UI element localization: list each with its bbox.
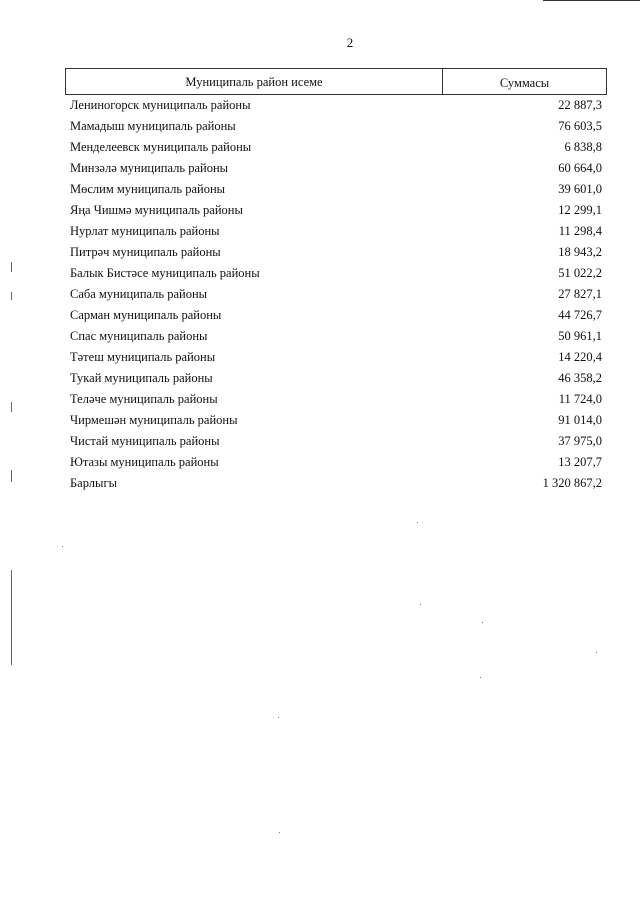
district-name: Мамадыш муниципаль районы	[70, 119, 236, 133]
district-name: Теләче муниципаль районы	[70, 392, 218, 406]
district-name: Балык Бистәсе муниципаль районы	[70, 266, 260, 280]
table-row	[70, 137, 602, 158]
table-row	[70, 242, 602, 263]
district-sum: 51 022,2	[558, 266, 602, 280]
table-row	[70, 410, 602, 431]
table-row	[70, 221, 602, 242]
district-sum: 22 887,3	[558, 98, 602, 112]
table-row	[70, 347, 602, 368]
district-name: Ютазы муниципаль районы	[70, 455, 219, 469]
district-name: Чистай муниципаль районы	[70, 434, 220, 448]
district-name: Тәтеш муниципаль районы	[70, 350, 216, 364]
table-row	[70, 179, 602, 200]
district-sum: 60 664,0	[558, 161, 602, 175]
district-name: Мөслим муниципаль районы	[70, 182, 226, 196]
table-row	[70, 431, 602, 452]
scan-mark	[11, 292, 12, 300]
table-row	[70, 305, 602, 326]
district-name: Питрәч муниципаль районы	[70, 245, 221, 259]
table-row	[70, 389, 602, 410]
district-sum: 39 601,0	[558, 182, 602, 196]
district-name: Менделеевск муниципаль районы	[70, 140, 252, 154]
scan-speck	[62, 546, 63, 547]
scan-mark	[11, 262, 12, 272]
district-sum: 76 603,5	[558, 119, 602, 133]
district-sum: 27 827,1	[558, 287, 602, 301]
total-sum: 1 320 867,2	[542, 476, 602, 490]
district-name: Спас муниципаль районы	[70, 329, 208, 343]
district-name: Лениногорск муниципаль районы	[70, 98, 251, 112]
table-row	[70, 368, 602, 389]
table-row	[70, 263, 602, 284]
district-name: Минзәлә муниципаль районы	[70, 161, 229, 175]
district-sum: 37 975,0	[558, 434, 602, 448]
scan-speck	[417, 522, 418, 523]
district-sum: 44 726,7	[558, 308, 602, 322]
scan-speck	[596, 652, 597, 653]
district-name: Саба муниципаль районы	[70, 287, 208, 301]
top-edge-rule	[543, 0, 640, 1]
scan-speck	[279, 832, 280, 833]
scan-speck	[278, 717, 279, 718]
scan-speck	[482, 622, 483, 623]
scan-speck	[480, 677, 481, 678]
table-row	[70, 452, 602, 473]
page-number: 2	[346, 35, 354, 50]
district-name: Тукай муниципаль районы	[70, 371, 213, 385]
district-sum: 91 014,0	[558, 413, 602, 427]
district-name: Яңа Чишмә муниципаль районы	[70, 203, 243, 217]
table-row	[70, 116, 602, 137]
district-sum: 46 358,2	[558, 371, 602, 385]
table-header	[65, 68, 607, 95]
table-row	[70, 200, 602, 221]
district-sum: 14 220,4	[558, 350, 602, 364]
district-name: Сарман муниципаль районы	[70, 308, 222, 322]
total-label: Барлыгы	[70, 476, 117, 490]
scan-speck	[420, 604, 421, 605]
district-name: Нурлат муниципаль районы	[70, 224, 220, 238]
table-body	[70, 95, 602, 494]
scan-mark	[11, 402, 12, 412]
district-sum: 18 943,2	[558, 245, 602, 259]
district-sum: 12 299,1	[558, 203, 602, 217]
header-district-name: Муниципаль район исеме	[66, 69, 443, 94]
district-sum: 50 961,1	[558, 329, 602, 343]
scan-mark	[11, 570, 12, 665]
header-sum: Суммасы	[499, 76, 550, 90]
scan-mark	[11, 470, 12, 482]
district-sum: 6 838,8	[564, 140, 602, 154]
district-sum: 13 207,7	[558, 455, 602, 469]
table-row	[70, 326, 602, 347]
district-sum: 11 298,4	[558, 224, 602, 238]
table-row	[70, 95, 602, 116]
table-row	[70, 158, 602, 179]
district-name: Чирмешән муниципаль районы	[70, 413, 238, 427]
total-row	[70, 473, 602, 494]
district-sum: 11 724,0	[558, 392, 602, 406]
table-row	[70, 284, 602, 305]
